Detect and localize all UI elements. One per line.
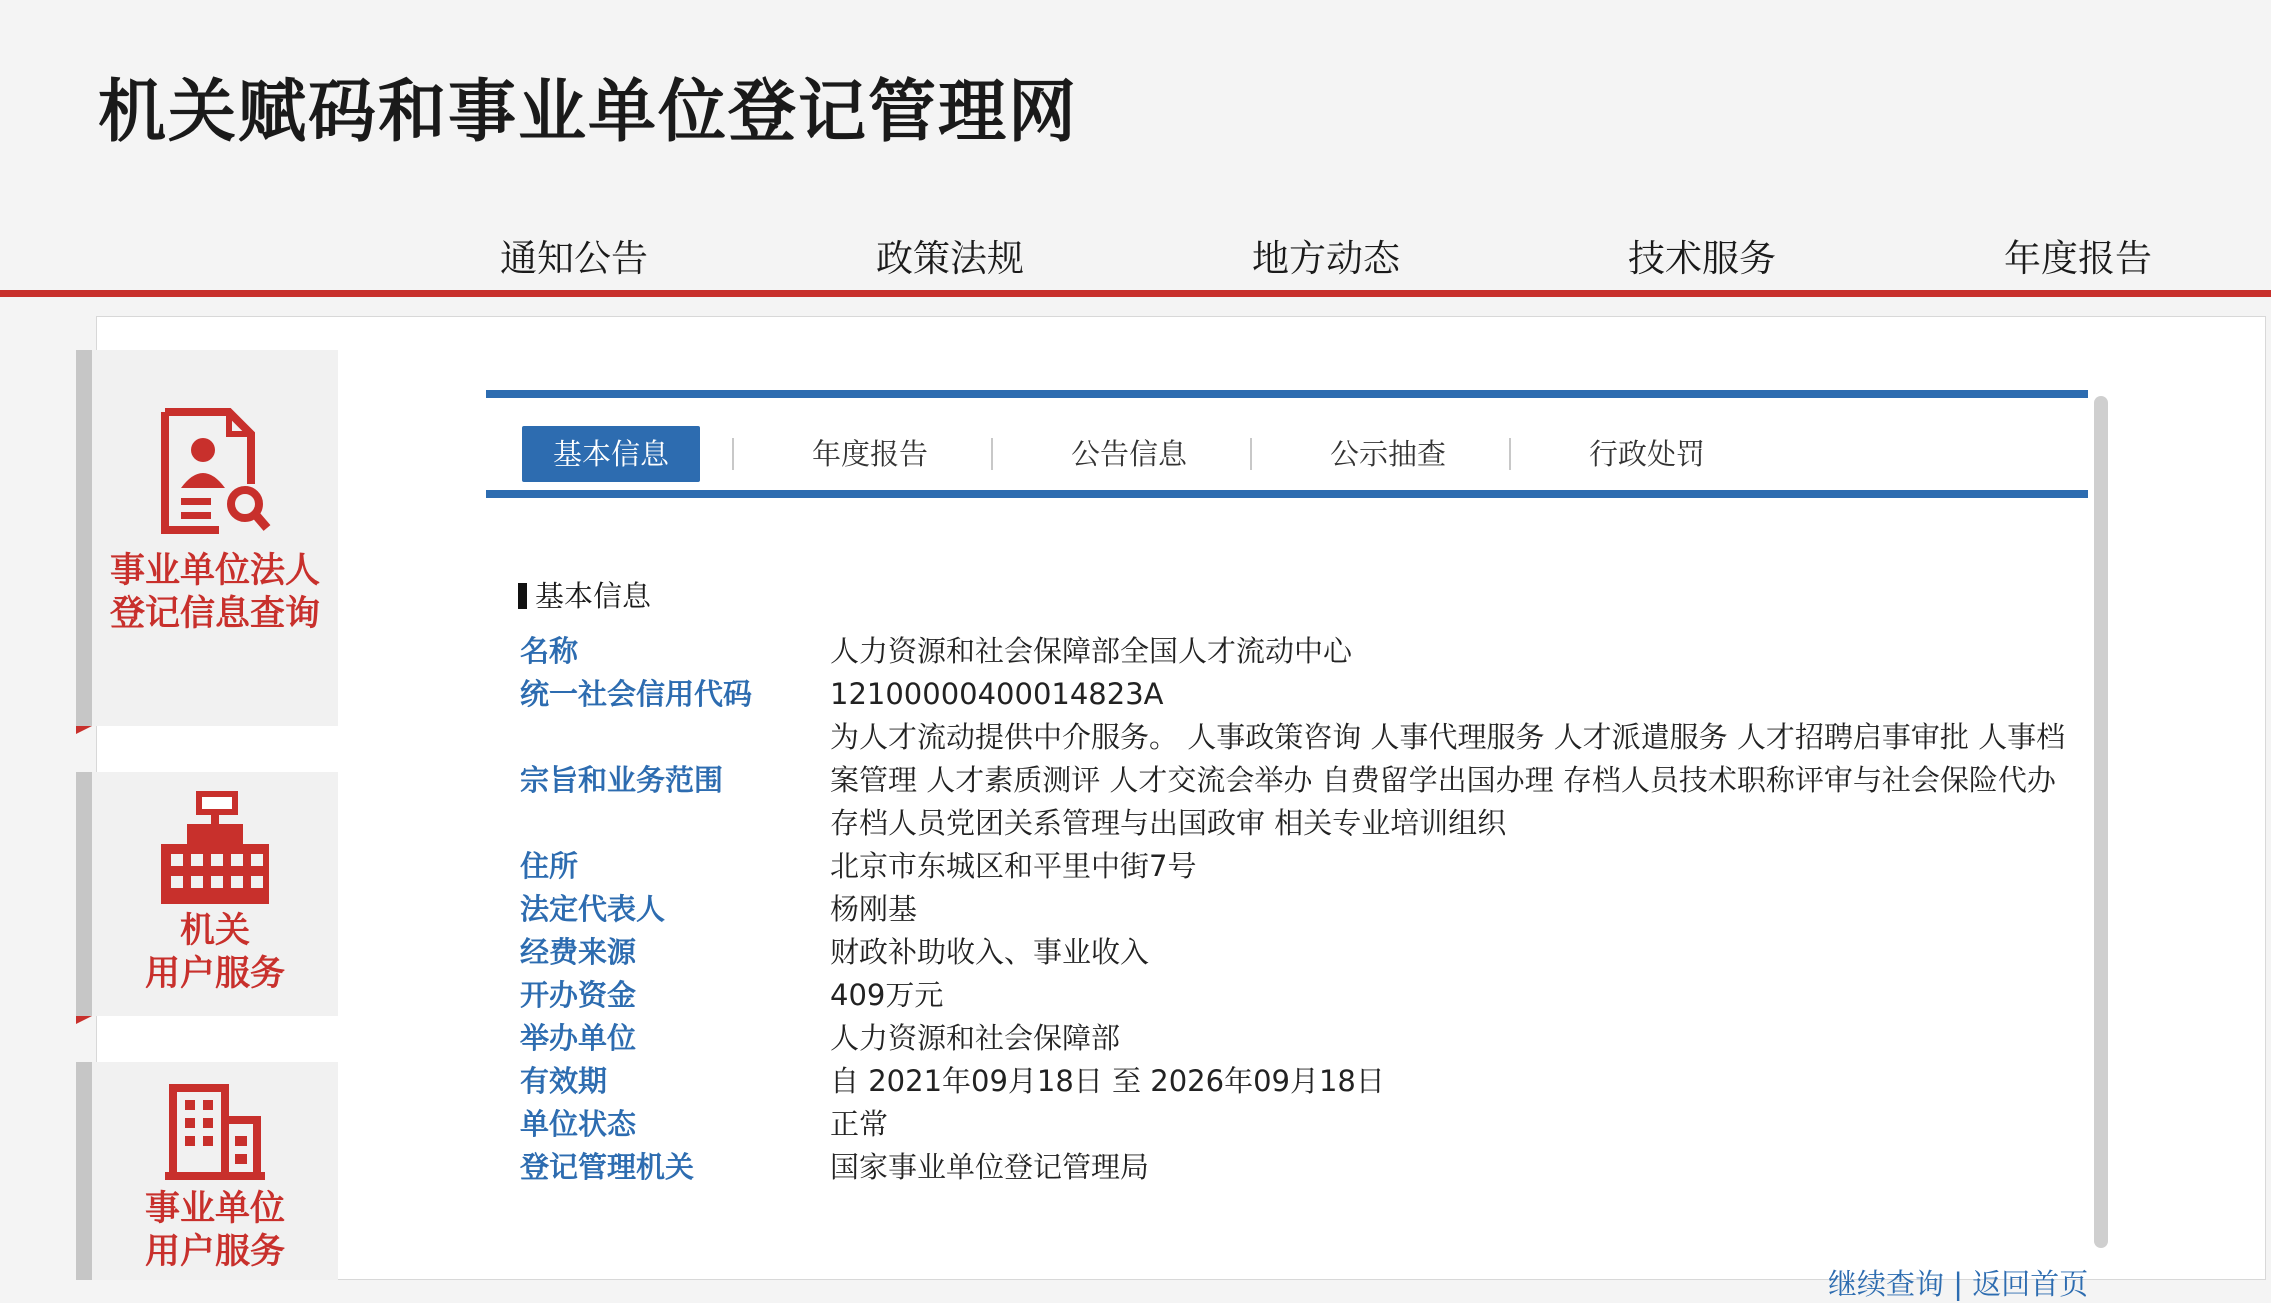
- info-row-funding-source: [520, 931, 2080, 974]
- info-table: [520, 630, 2080, 1189]
- info-label: 有效期: [520, 1064, 608, 1098]
- back-home-link[interactable]: 返回首页: [1972, 1267, 2089, 1301]
- info-row-credit-code: [520, 673, 2080, 716]
- info-row-business-scope: [520, 716, 2080, 845]
- info-row-legal-rep: [520, 888, 2080, 931]
- tab-separator: [732, 438, 734, 470]
- info-label: 单位状态: [520, 1107, 637, 1141]
- site-title: 机关赋码和事业单位登记管理网: [98, 73, 1079, 152]
- tab-penalties[interactable]: 行政处罚: [1588, 437, 1705, 471]
- info-row-address: [520, 845, 2080, 888]
- section-heading: [518, 574, 651, 615]
- sidebar-notch: [76, 1016, 92, 1024]
- info-value: 国家事业单位登记管理局: [830, 1150, 1150, 1184]
- link-separator: |: [1953, 1267, 1964, 1301]
- sidebar-item-registration-query[interactable]: [76, 350, 338, 726]
- info-label: 住所: [520, 849, 579, 883]
- nav-item-local-news[interactable]: 地方动态: [1252, 237, 1400, 280]
- scrollbar-thumb[interactable]: [2094, 396, 2108, 1248]
- info-row-capital: [520, 974, 2080, 1017]
- info-value: 人力资源和社会保障部全国人才流动中心: [830, 634, 1353, 668]
- info-label: 法定代表人: [520, 892, 666, 926]
- info-value: 正常: [830, 1107, 889, 1141]
- sidebar-item-agency-services[interactable]: [76, 772, 338, 1016]
- section-heading-text: 基本信息: [535, 579, 652, 613]
- sidebar-item-institution-services[interactable]: [76, 1062, 338, 1280]
- info-value: 人力资源和社会保障部: [830, 1021, 1121, 1055]
- main-nav: [0, 228, 2271, 298]
- info-label: 经费来源: [520, 935, 637, 969]
- tab-basic-info[interactable]: 基本信息: [522, 426, 700, 482]
- sidebar-item-label: 事业单位法人 登记信息查询: [109, 551, 320, 634]
- info-value: 财政补助收入、事业收入: [830, 935, 1150, 969]
- info-label: 名称: [520, 634, 579, 668]
- tab-separator: [1250, 438, 1252, 470]
- info-label: 开办资金: [520, 978, 637, 1012]
- info-label: 宗旨和业务范围: [520, 763, 724, 797]
- info-row-authority: [520, 1146, 2080, 1189]
- continue-query-link[interactable]: 继续查询: [1828, 1267, 1945, 1301]
- info-row-sponsor: [520, 1017, 2080, 1060]
- info-value: 北京市东城区和平里中街7号: [830, 849, 1197, 883]
- sidebar-item-label: 事业单位 用户服务: [144, 1189, 285, 1272]
- info-value: 杨刚基: [830, 892, 918, 926]
- sidebar-item-label: 机关 用户服务: [144, 911, 285, 994]
- info-row-status: [520, 1103, 2080, 1146]
- heading-bar: [518, 583, 527, 609]
- info-value: 为人才流动提供中介服务。 人事政策咨询 人事代理服务 人才派遣服务 人才招聘启事审批 人事档案管理 人才素质测评 人才交流会举办 自费留学出国办理 存档人员技术职称评审与社会保险代办 存档人员党团关系管理与出国政审 相关专业培训组织: [830, 720, 2066, 840]
- tab-separator: [1509, 438, 1511, 470]
- info-row-name: [520, 630, 2080, 673]
- tab-separator: [991, 438, 993, 470]
- info-value: 409万元: [830, 978, 944, 1012]
- sidebar-notch: [76, 726, 92, 734]
- nav-item-tech-services[interactable]: 技术服务: [1628, 237, 1776, 280]
- document-search-icon: [159, 408, 271, 536]
- info-value: 自 2021年09月18日 至 2026年09月18日: [830, 1064, 1385, 1098]
- bottom-links: [1828, 1262, 2088, 1303]
- tab-annual-report[interactable]: 年度报告: [811, 437, 928, 471]
- nav-item-policies[interactable]: 政策法规: [876, 237, 1024, 280]
- tab-spot-check[interactable]: 公示抽查: [1329, 437, 1446, 471]
- info-label: 统一社会信用代码: [520, 677, 753, 711]
- office-building-icon: [165, 1084, 265, 1180]
- nav-item-notices[interactable]: 通知公告: [500, 237, 648, 280]
- nav-item-annual-report[interactable]: 年度报告: [2004, 237, 2152, 280]
- building-icon: [157, 792, 273, 906]
- tab-announcements[interactable]: 公告信息: [1070, 437, 1187, 471]
- tab-bar: [486, 390, 2088, 498]
- info-label: 举办单位: [520, 1021, 637, 1055]
- nav-divider: [0, 290, 2271, 297]
- info-row-validity: [520, 1060, 2080, 1103]
- info-label: 登记管理机关: [520, 1150, 695, 1184]
- info-value: 12100000400014823A: [830, 677, 1164, 711]
